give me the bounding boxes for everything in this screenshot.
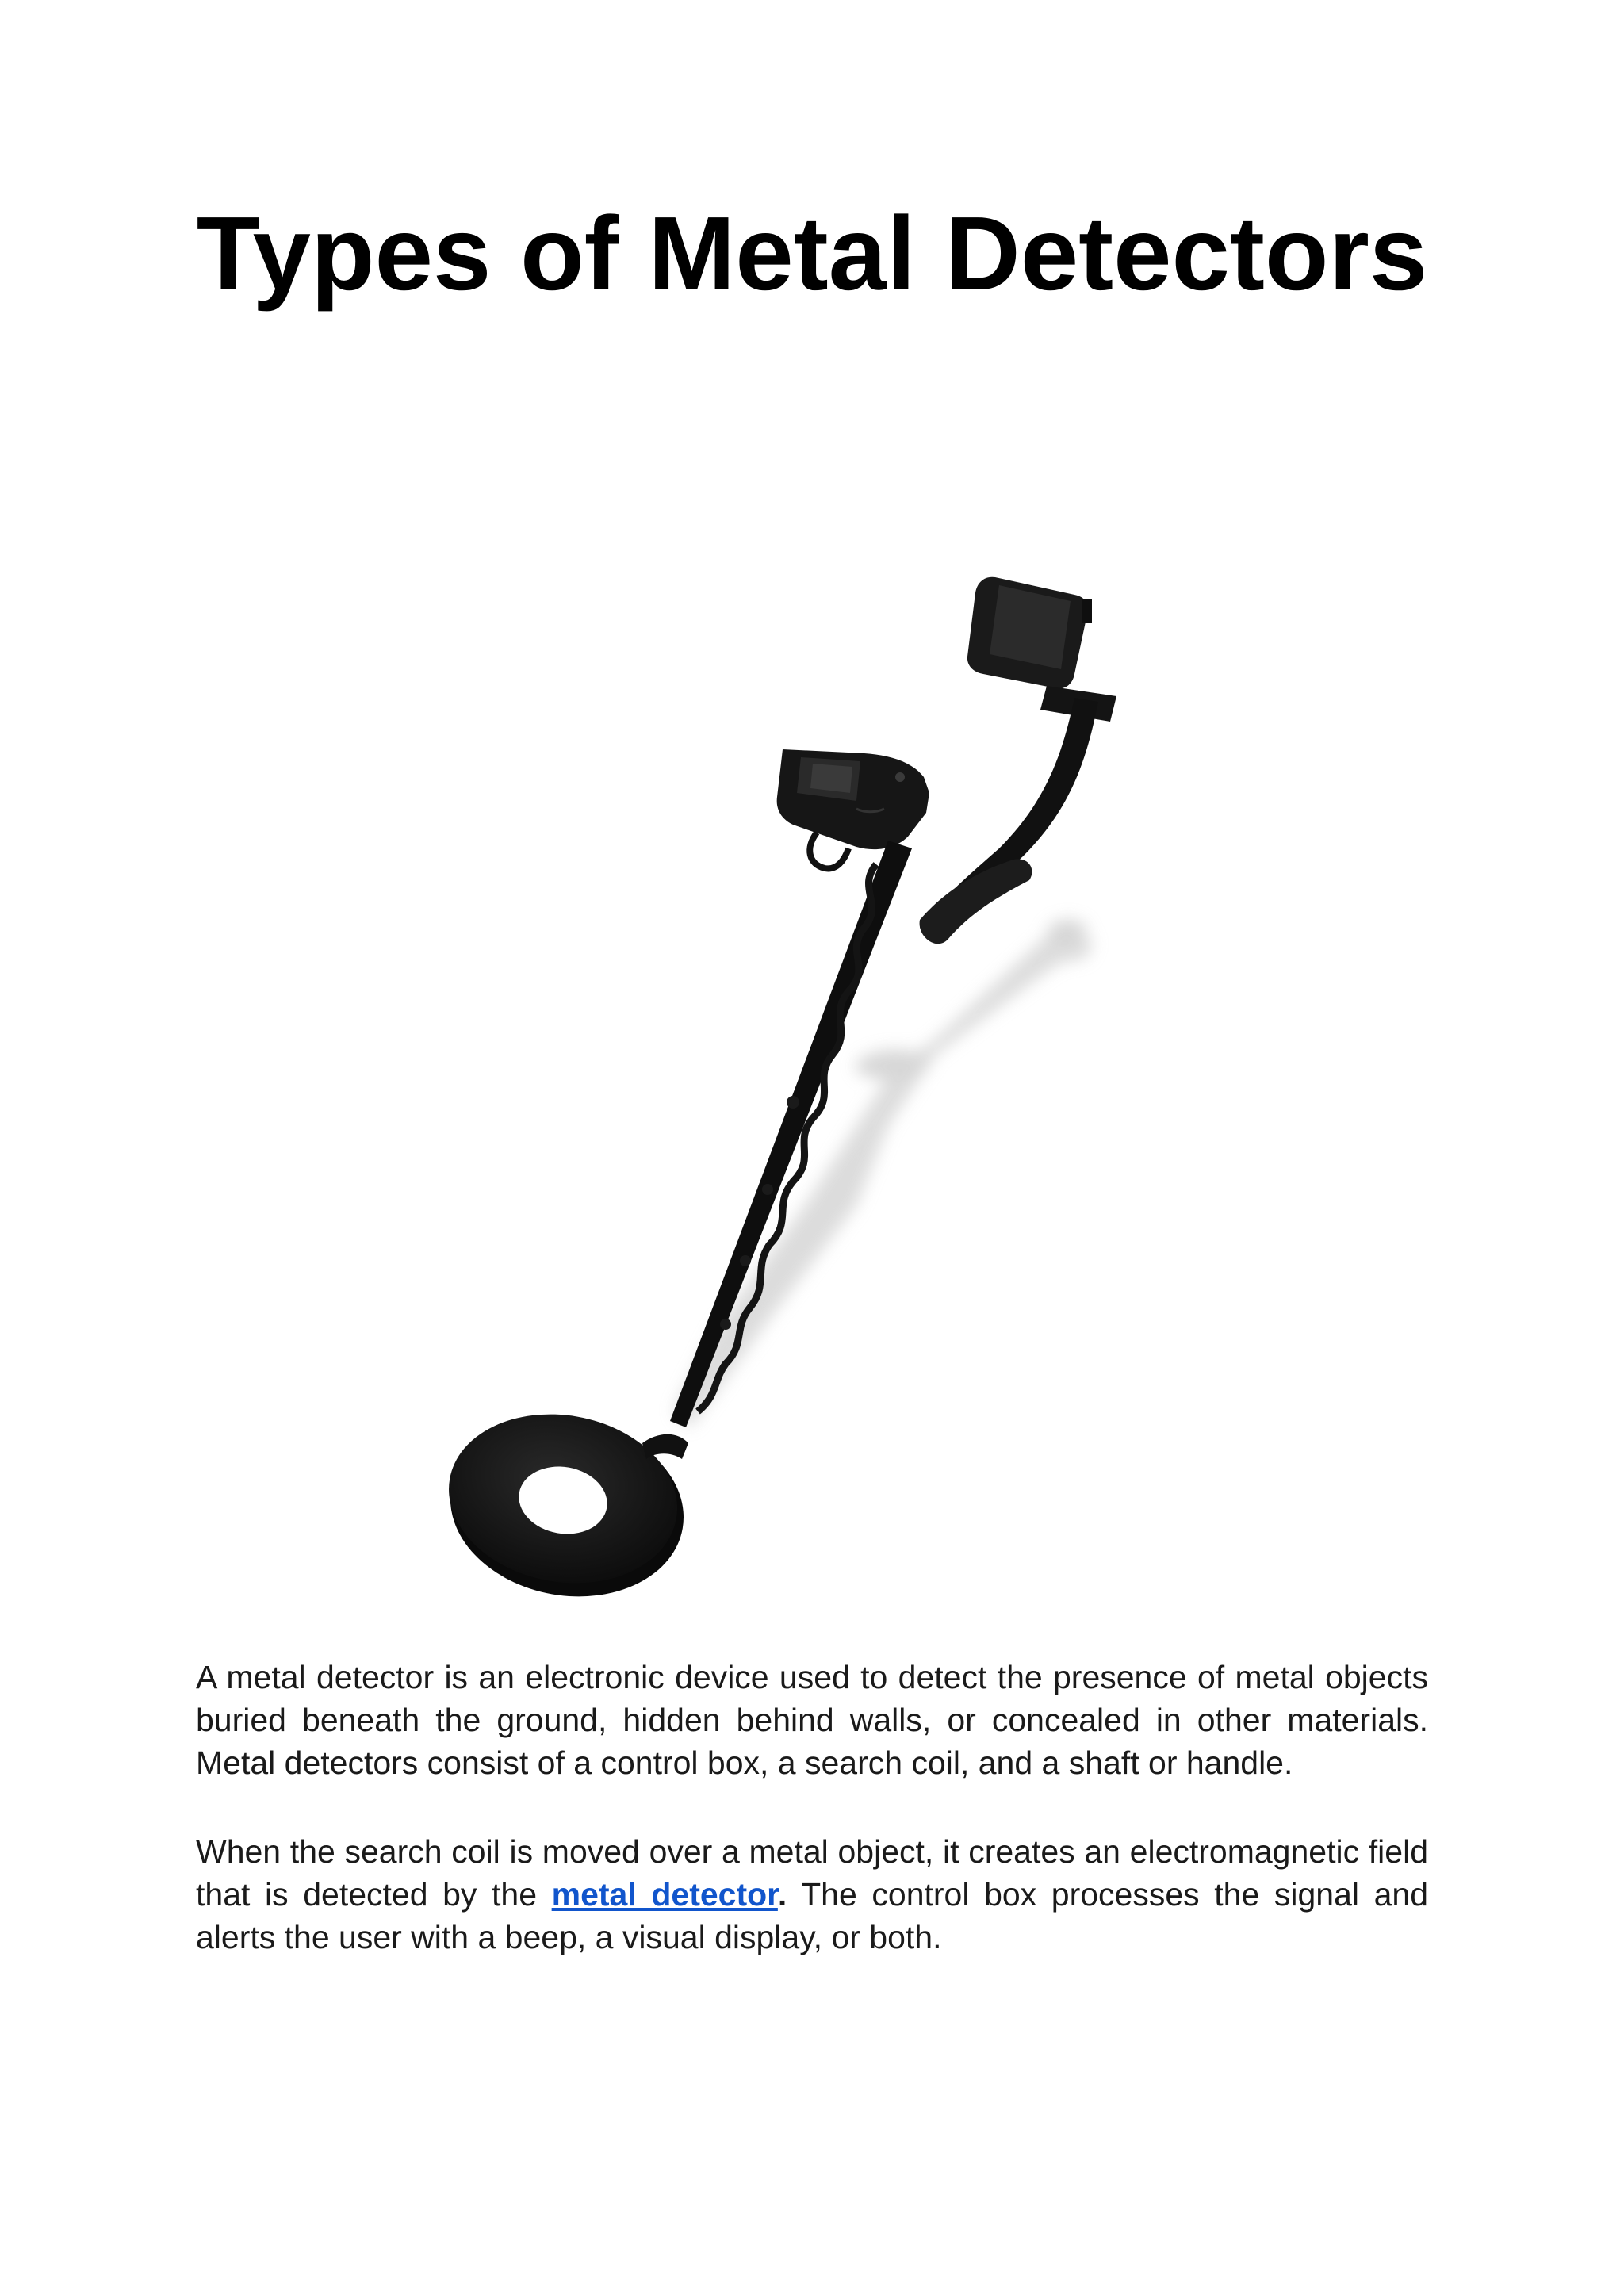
metal-detector-image	[444, 381, 1269, 1602]
metal-detector-link[interactable]: metal detector	[551, 1876, 778, 1913]
paragraph-signal-text-after: The control box processes the signal and alerts the user with a beep, a visual display, or both.	[196, 1876, 1428, 1955]
paragraph-signal-period: .	[777, 1876, 787, 1913]
metal-detector-illustration	[444, 381, 1269, 1602]
search-coil	[444, 1396, 698, 1602]
paragraph-signal	[196, 1830, 1428, 1959]
paragraph-signal-text-before: When the search coil is moved over a metal object, it creates an electromagnetic field that is detected by the	[196, 1833, 1428, 1913]
control-box	[777, 749, 929, 849]
paragraph-intro: A metal detector is an electronic device used to detect the presence of metal objects buried beneath the ground, hidden behind walls, or concealed in other materials. Metal detectors consist of a control box, a search coil, and a shaft or handle.	[196, 1659, 1428, 1781]
arm-cuff	[967, 577, 1116, 722]
page-title: Types of Metal Detectors	[196, 195, 1428, 312]
